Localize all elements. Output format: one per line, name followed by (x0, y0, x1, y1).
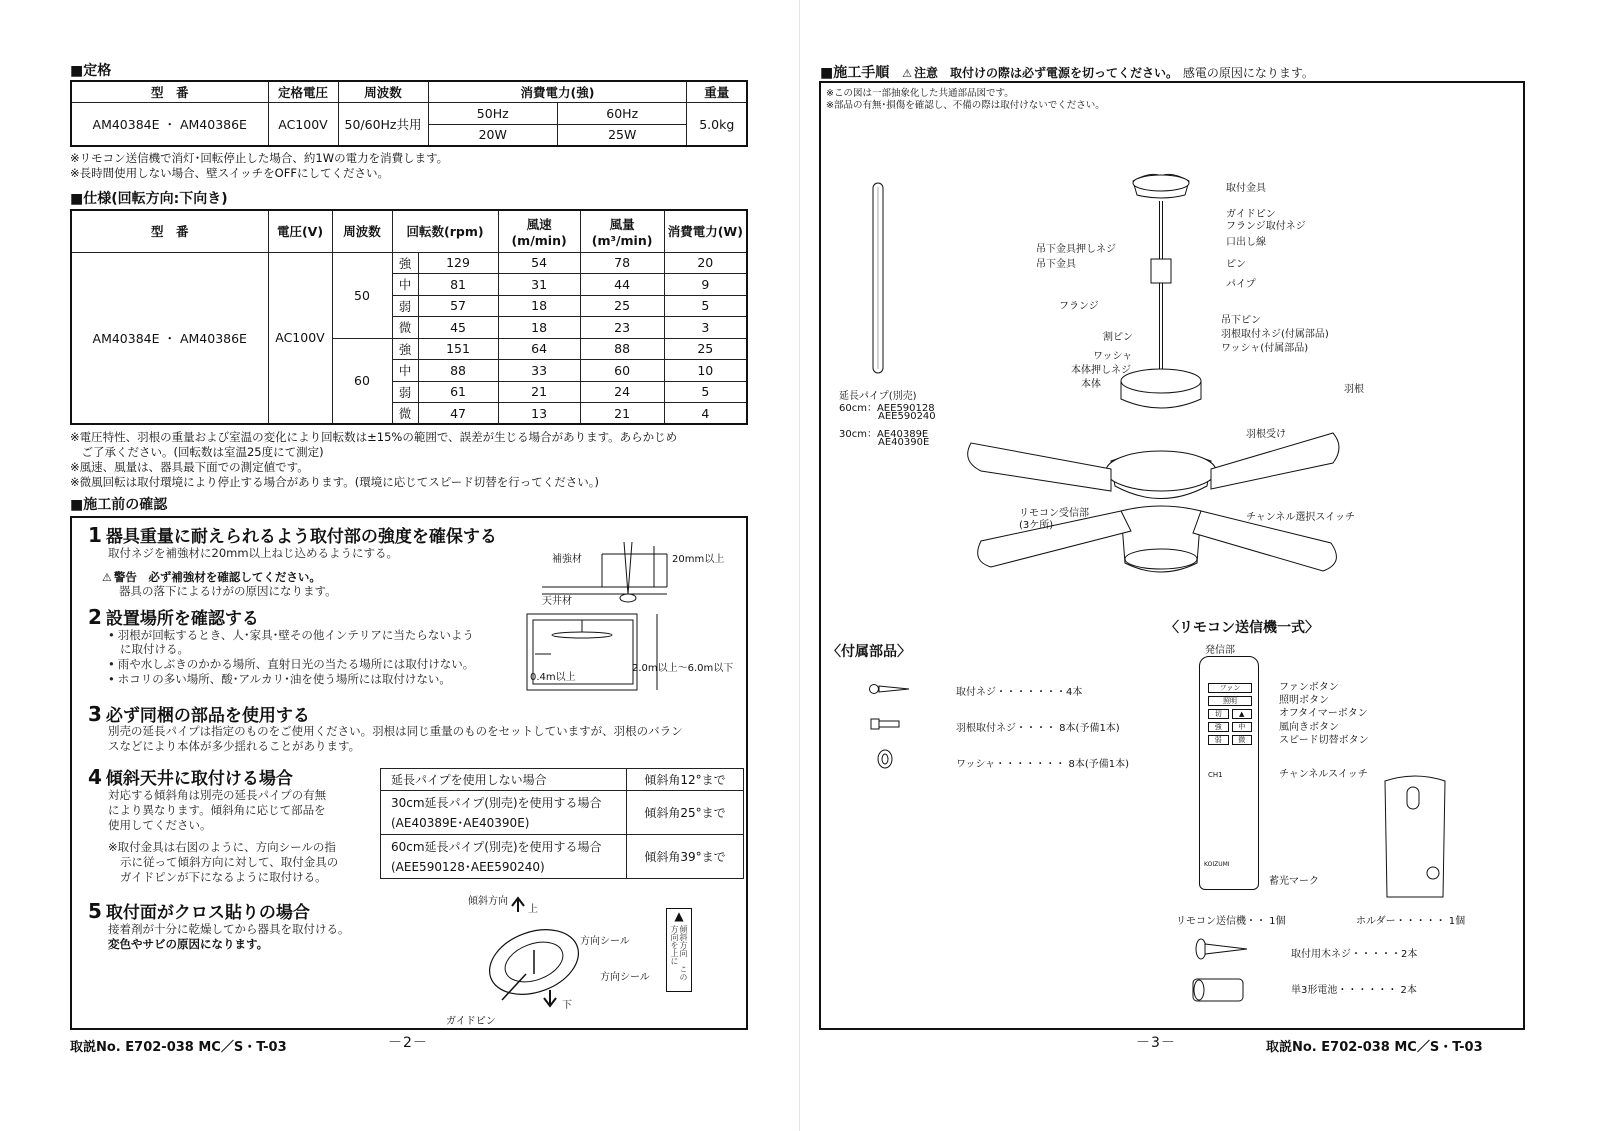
remote-btn-micro[interactable]: 微 (1232, 735, 1253, 745)
label-tx: リモコン送信機・・ 1個 (1176, 916, 1286, 927)
page-number-2: －2－ (388, 1035, 428, 1051)
spec-h-watts: 消費電力(W) (664, 210, 747, 252)
spec-table (70, 209, 748, 425)
spec-cell-rpm: 151 (418, 338, 498, 360)
label-ch-switch: チャンネルスイッチ (1279, 769, 1368, 780)
slope-table (380, 768, 744, 879)
rating-freq: 50/60Hz共用 (338, 103, 428, 146)
remote-btn-strong[interactable]: 強 (1208, 722, 1229, 732)
label-remocon: リモコン受信部 (1019, 508, 1089, 519)
step-2-bullet-1: • 羽根が回転するとき、人･家具･壁その他インテリアに当たらないよう (108, 628, 474, 643)
spec-cell-vol: 25 (580, 295, 664, 317)
slope-row-1-b: 傾斜角12°まで (627, 769, 744, 791)
spec-cell-rpm: 88 (418, 360, 498, 382)
step-5-text-2: 変色やサビの原因になります。 (108, 937, 269, 951)
ext-label-1: 延長パイプ(別売) (839, 391, 917, 402)
step-1-warning: ⚠ 警告 必ず補強材を確認してください。 (102, 570, 321, 584)
spec-cell-rpm: 81 (418, 274, 498, 296)
caution-text-2: 感電の原因になります。 (1182, 66, 1314, 80)
footer-code-left: 取説No. E702-038 MC／S・T-03 (70, 1040, 287, 1055)
spec-cell-level: 中 (392, 360, 418, 382)
label-toritsuke: 取付金具 (1226, 183, 1266, 194)
remote-buttons (1208, 683, 1252, 745)
spec-row (71, 252, 747, 274)
spec-note-1: ※電圧特性、羽根の重量および室温の変化により回転数は±15%の範囲で、誤差が生じる場合があります。あらかじめ (70, 430, 678, 444)
rating-model: AM40384E ・ AM40386E (71, 103, 268, 146)
spec-cell-speed: 18 (498, 295, 580, 317)
spec-cell-vol: 44 (580, 274, 664, 296)
spec-cell-w: 9 (664, 274, 747, 296)
direction-seal (666, 908, 692, 992)
label-slope-dir: 傾斜方向 (468, 896, 508, 907)
rating-weight: 5.0kg (687, 103, 747, 146)
label-up: 上 (528, 904, 538, 915)
label-20mm: 20mm以上 (672, 554, 725, 565)
rating-h-power: 消費電力(強) (428, 81, 687, 103)
step-4-note-3: ガイドピンが下になるように取付ける。 (120, 870, 327, 884)
spec-cell-speed: 18 (498, 317, 580, 339)
check-box (70, 516, 748, 1030)
part-1: 取付ネジ・・・・・・・4本 (956, 687, 1083, 698)
spec-cell-w: 5 (664, 381, 747, 403)
rating-h-freq: 周波数 (338, 81, 428, 103)
rating-h-voltage: 定格電圧 (268, 81, 338, 103)
ext-label-2: 60cm：AEE590128 (839, 403, 935, 414)
step-2-title: 2 設置場所を確認する (88, 605, 259, 629)
remote-transmitter (1199, 656, 1259, 890)
label-hontai: 本体 (1081, 379, 1101, 390)
extension-pipe (871, 183, 887, 383)
ext-label-4: 30cm：AE40389E (839, 429, 929, 440)
spec-model: AM40384E ・ AM40386E (71, 252, 268, 424)
spec-cell-vol: 88 (580, 338, 664, 360)
caution-text: ⚠ 注意 取付けの際は必ず電源を切ってください。 (902, 66, 1178, 80)
spec-cell-w: 20 (664, 252, 747, 274)
step-3-text-1: 別売の延長パイプは指定のものをご使用ください。羽根は同じ重量のものをセットしていますが、羽根のバラン (108, 724, 683, 738)
rating-50hz: 50Hz (428, 103, 557, 125)
spec-cell-rpm: 45 (418, 317, 498, 339)
label-hane: 羽根 (1344, 384, 1364, 395)
label-hane-neji: 羽根取付ネジ(付属部品) (1221, 329, 1329, 340)
spec-h-rpm: 回転数(rpm) (392, 210, 498, 252)
step-4-note-2: 示に従って傾斜方向に対して、取付金具の (120, 855, 339, 869)
spec-cell-w: 25 (664, 338, 747, 360)
spec-h-model: 型 番 (71, 210, 268, 252)
parts-icons (869, 679, 913, 769)
slope-row-2-a: 30cm延長パイプ(別売)を使用する場合 (AE40389E･AE40390E) (381, 791, 627, 835)
spec-cell-speed: 33 (498, 360, 580, 382)
label-kouko: 蓄光マーク (1269, 876, 1319, 887)
label-seal-1: 方向シール (580, 936, 630, 947)
spec-cell-level: 微 (392, 403, 418, 425)
remote-holder (1383, 771, 1447, 901)
step-5-title: 5 取付面がクロス貼りの場合 (88, 899, 310, 923)
label-remocon-2: (3ケ所) (1019, 520, 1054, 531)
label-waripin: 割ピン (1103, 332, 1133, 343)
label-honmi-neji: 本体押しネジ (1071, 365, 1131, 376)
spec-cell-level: 強 (392, 338, 418, 360)
spec-cell-rpm: 47 (418, 403, 498, 425)
rating-heading: ■定格 (70, 63, 112, 79)
label-hasshin: 発信部 (1205, 645, 1235, 656)
page-3 (800, 0, 1600, 1131)
spec-cell-level: 中 (392, 274, 418, 296)
rating-h-weight: 重量 (687, 81, 747, 103)
remote-btn-light[interactable]: 照明 (1208, 696, 1252, 706)
label-height: 2.0m以上～6.0m以下 (632, 663, 734, 674)
spec-cell-w: 3 (664, 317, 747, 339)
bracket-diagram (482, 890, 602, 1010)
label-flange-neji: フランジ取付ネジ (1226, 221, 1306, 232)
rating-w50: 20W (428, 124, 557, 146)
spec-cell-level: 弱 (392, 381, 418, 403)
seal-text: 傾斜方向 この方向を上に (670, 925, 688, 981)
check-heading: ■施工前の確認 (70, 497, 168, 513)
rating-w60: 25W (557, 124, 686, 146)
remote-btn-fan[interactable]: ファン (1208, 683, 1252, 693)
step-3-title: 3 必ず同梱の部品を使用する (88, 702, 310, 726)
spec-cell-speed: 21 (498, 381, 580, 403)
ceiling-diagram (542, 532, 742, 612)
rating-note-2: ※長時間使用しない場合、壁スイッチをOFFにしてください。 (70, 166, 389, 180)
spec-note-3: ※風速、風量は、器具最下面での測定値です。 (70, 460, 309, 474)
step-1-warning-2: 器具の落下によるけがの原因になります。 (119, 584, 337, 598)
step-4-text-2: により異なります。傾斜角に応じて部品を (108, 803, 326, 817)
warning-icon: ⚠ (102, 571, 112, 584)
label-hokyo: 補強材 (552, 554, 582, 565)
label-battery: 単3形電池・・・・・・ 2本 (1291, 985, 1417, 996)
label-light-button: 照明ボタン (1279, 695, 1329, 706)
spec-cell-w: 10 (664, 360, 747, 382)
remote-accessories (1191, 939, 1251, 1009)
label-tsurisage: 吊下金具 (1036, 259, 1076, 270)
spec-cell-rpm: 129 (418, 252, 498, 274)
step-2-bullet-2: • 雨や水しぶきのかかる場所、直射日光の当たる場所には取付けない。 (108, 657, 474, 672)
remote-brand: KOIZUMI (1204, 861, 1230, 868)
warning-icon: ⚠ (902, 67, 912, 80)
step-4-note-1: ※取付金具は右図のように、方向シールの指 (108, 840, 336, 854)
rating-60hz: 60Hz (557, 103, 686, 125)
spec-hz: 50 (332, 252, 392, 338)
part-2: 羽根取付ネジ・・・・ 8本(予備1本) (956, 723, 1120, 734)
label-haneuke: 羽根受け (1246, 429, 1286, 440)
procedure-note-2: ※部品の有無･損傷を確認し、不備の際は取付けないでください。 (826, 100, 1105, 111)
label-guide: ガイドピン (1226, 209, 1276, 220)
spec-cell-speed: 31 (498, 274, 580, 296)
spec-cell-speed: 54 (498, 252, 580, 274)
spec-h-speed: 風速(m/min) (498, 210, 580, 252)
label-oshi: 吊下金具押しネジ (1036, 244, 1116, 255)
spec-h-freq: 周波数 (332, 210, 392, 252)
step-1-text: 取付ネジを補強材に20mm以上ねじ込めるようにする。 (108, 546, 399, 560)
spec-cell-level: 弱 (392, 295, 418, 317)
spec-voltage: AC100V (268, 252, 332, 424)
label-channel: チャンネル選択スイッチ (1246, 512, 1355, 523)
spec-h-voltage: 電圧(V) (268, 210, 332, 252)
remote-btn-weak[interactable]: 弱 (1208, 735, 1229, 745)
spec-cell-speed: 13 (498, 403, 580, 425)
label-washer-f: ワッシャ(付属部品) (1221, 343, 1309, 354)
part-3: ワッシャ・・・・・・・ 8本(予備1本) (956, 759, 1130, 770)
label-04m: 0.4m以上 (530, 672, 576, 683)
spec-cell-rpm: 57 (418, 295, 498, 317)
procedure-heading: ■施工手順 ⚠ 注意 取付けの際は必ず電源を切ってください。 感電の原因になります。 (820, 65, 1314, 81)
slope-row-3-b: 傾斜角39°まで (627, 835, 744, 879)
spec-cell-vol: 24 (580, 381, 664, 403)
label-pin: ピン (1226, 259, 1246, 270)
step-3-text-2: スなどにより本体が多少揺れることがあります。 (108, 739, 361, 753)
rating-note-1: ※リモコン送信機で消灯･回転停止した場合、約1Wの電力を消費します。 (70, 151, 449, 165)
room-diagram (527, 614, 687, 698)
label-speed-button: スピード切替ボタン (1279, 735, 1369, 746)
footer-code-right: 取説No. E702-038 MC／S・T-03 (1266, 1040, 1483, 1055)
ext-label-3: AEE590240 (878, 411, 936, 422)
label-pipe: パイプ (1226, 279, 1256, 290)
spec-h-vol: 風量(m³/min) (580, 210, 664, 252)
arrow-up-icon: ▲ (674, 909, 684, 923)
slope-row-1-a: 延長パイプを使用しない場合 (381, 769, 627, 791)
spec-cell-vol: 78 (580, 252, 664, 274)
remote-title: 〈リモコン送信機一式〉 (1165, 620, 1319, 636)
spec-note-4: ※微風回転は取付環境により停止する場合があります。(環境に応じてスピード切替を行ってください。) (70, 475, 599, 489)
page-number-3: －3－ (1136, 1035, 1176, 1051)
spec-cell-vol: 60 (580, 360, 664, 382)
label-off-timer: オフタイマーボタン (1279, 708, 1368, 719)
rating-table (70, 80, 748, 147)
step-5-text-1: 接着剤が十分に乾燥してから器具を取付ける。 (108, 922, 350, 936)
remote-btn-mid[interactable]: 中 (1232, 722, 1253, 732)
spec-hz: 60 (332, 338, 392, 424)
remote-btn-dir[interactable]: ▲ (1232, 709, 1253, 719)
rating-voltage: AC100V (268, 103, 338, 146)
label-down: 下 (562, 1000, 572, 1011)
procedure-note-1: ※この図は一部抽象化した共通部品図です。 (826, 88, 1014, 99)
spec-cell-w: 4 (664, 403, 747, 425)
spec-cell-rpm: 61 (418, 381, 498, 403)
label-seal-2: 方向シール (600, 972, 650, 983)
step-4-text-1: 対応する傾斜角は別売の延長パイプの有無 (108, 788, 327, 802)
spec-cell-speed: 64 (498, 338, 580, 360)
spec-note-2: ご了承ください。(回転数は室温25度にて測定) (70, 445, 324, 459)
label-tsuripin: 吊下ピン (1221, 315, 1261, 326)
label-washer: ワッシャ (1093, 351, 1133, 362)
label-dashi: 口出し線 (1226, 237, 1266, 248)
step-4-title: 4 傾斜天井に取付ける場合 (88, 765, 293, 789)
procedure-box (819, 81, 1525, 1030)
label-flange: フランジ (1059, 301, 1099, 312)
spec-cell-vol: 21 (580, 403, 664, 425)
step-2-bullet-1b: に取付ける。 (120, 642, 189, 656)
remote-ch-switch[interactable]: CH1 (1208, 771, 1223, 779)
label-dir-button: 風向きボタン (1279, 722, 1339, 733)
slope-row-2-b: 傾斜角25°まで (627, 791, 744, 835)
label-screw: 取付用木ネジ・・・・・2本 (1291, 949, 1418, 960)
parts-title: 〈付属部品〉 (827, 644, 911, 660)
remote-btn-off[interactable]: 切 (1208, 709, 1229, 719)
spec-heading: ■仕様(回転方向:下向き) (70, 191, 228, 207)
step-4-text-3: 使用してください。 (108, 818, 212, 832)
rating-h-model: 型 番 (71, 81, 268, 103)
label-holder: ホルダー・・・・・ 1個 (1356, 916, 1466, 927)
label-guide-pin: ガイドピン (446, 1016, 496, 1027)
slope-row-3-a: 60cm延長パイプ(別売)を使用する場合 (AEE590128･AEE590240) (381, 835, 627, 879)
step-1-title: 1 器具重量に耐えられるよう取付部の強度を確保する (88, 523, 497, 547)
spec-cell-vol: 23 (580, 317, 664, 339)
label-fan-button: ファンボタン (1279, 682, 1339, 693)
label-tenjo: 天井材 (542, 596, 572, 607)
spec-cell-w: 5 (664, 295, 747, 317)
spec-cell-level: 微 (392, 317, 418, 339)
step-2-bullet-3: • ホコリの多い場所、酸･アルカリ･油を使う場所には取付けない。 (108, 672, 451, 687)
spec-cell-level: 強 (392, 252, 418, 274)
ext-label-5: AE40390E (878, 437, 930, 448)
